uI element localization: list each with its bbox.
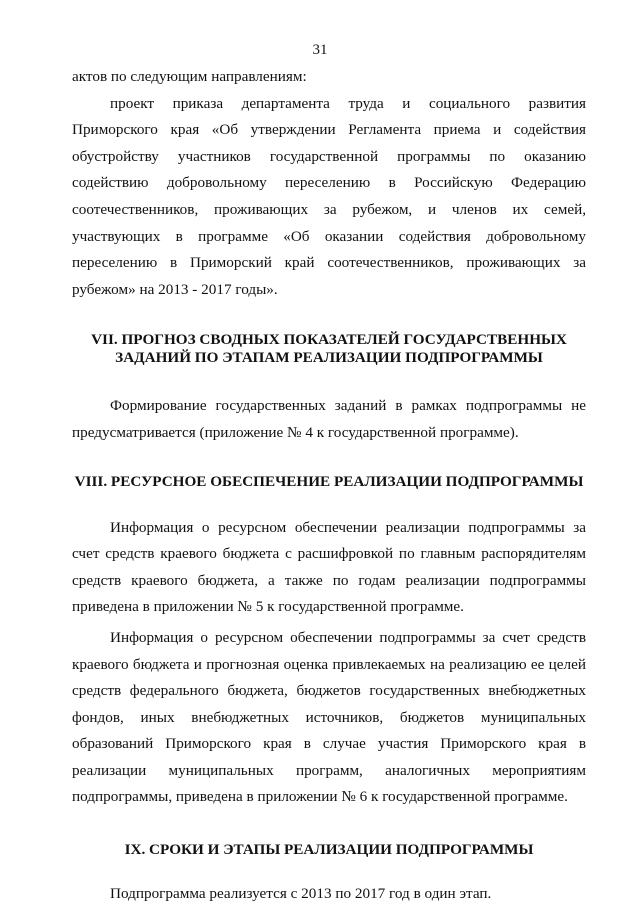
page-number: 31 (312, 42, 328, 58)
section-7-paragraph: Формирование государственных заданий в рамках подпрограммы не предусматривается (приложение № 4 к государственной программе). (72, 397, 586, 441)
section-9-heading: IX. СРОКИ И ЭТАПЫ РЕАЛИЗАЦИИ ПОДПРОГРАММЫ (124, 841, 534, 859)
section-7-heading-line-2: ЗАДАНИЙ ПО ЭТАПАМ РЕАЛИЗАЦИИ ПОДПРОГРАММЫ (115, 349, 543, 367)
section-7-heading (72, 331, 586, 367)
section-8-paragraph-2: Информация о ресурсном обеспечении подпрограммы за счет средств краевого бюджета и прогнозная оценка привлекаемых на реализацию ее целей средств федерального бюджета, бюджетов государственных внебюджетных фондов, иных внебюджетных источников, бюджетов муниципальных образований Приморского края в случае участия Приморского края в реализации муниципальных программ, аналогичных мероприятиям подпрограммы, приведена в приложении № 6 к государственной программе. (72, 628, 586, 806)
page-content (72, 64, 586, 908)
section-9-paragraph: Подпрограмма реализуется с 2013 по 2017 год в один этап. (110, 885, 492, 903)
section-8-heading: VIII. РЕСУРСНОЕ ОБЕСПЕЧЕНИЕ РЕАЛИЗАЦИИ ПОДПРОГРАММЫ (74, 472, 584, 490)
section-8-paragraph-1: Информация о ресурсном обеспечении реализации подпрограммы за счет средств краевого бюджета с расшифровкой по главным распорядителям средств краевого бюджета, а также по годам реализации подпрограммы приведена в приложении № 5 к государственной программе. (72, 518, 586, 616)
section-7-heading-line-1: VII. ПРОГНОЗ СВОДНЫХ ПОКАЗАТЕЛЕЙ ГОСУДАРСТВЕННЫХ (91, 331, 567, 349)
intro-paragraph: проект приказа департамента труда и социального развития Приморского края «Об утверждении Регламента приема и содействия обустройству участников государственной программы по оказанию содействию добровольному переселению в Российскую Федерацию соотечественников, проживающих за рубежом, и членов их семей, участвующих в программе «Об оказании содействия добровольному переселению в Приморский край соотечественников, проживающих за рубежом» на 2013 - 2017 годы». (72, 94, 586, 298)
intro-lead-line: актов по следующим направлениям: (72, 68, 307, 85)
